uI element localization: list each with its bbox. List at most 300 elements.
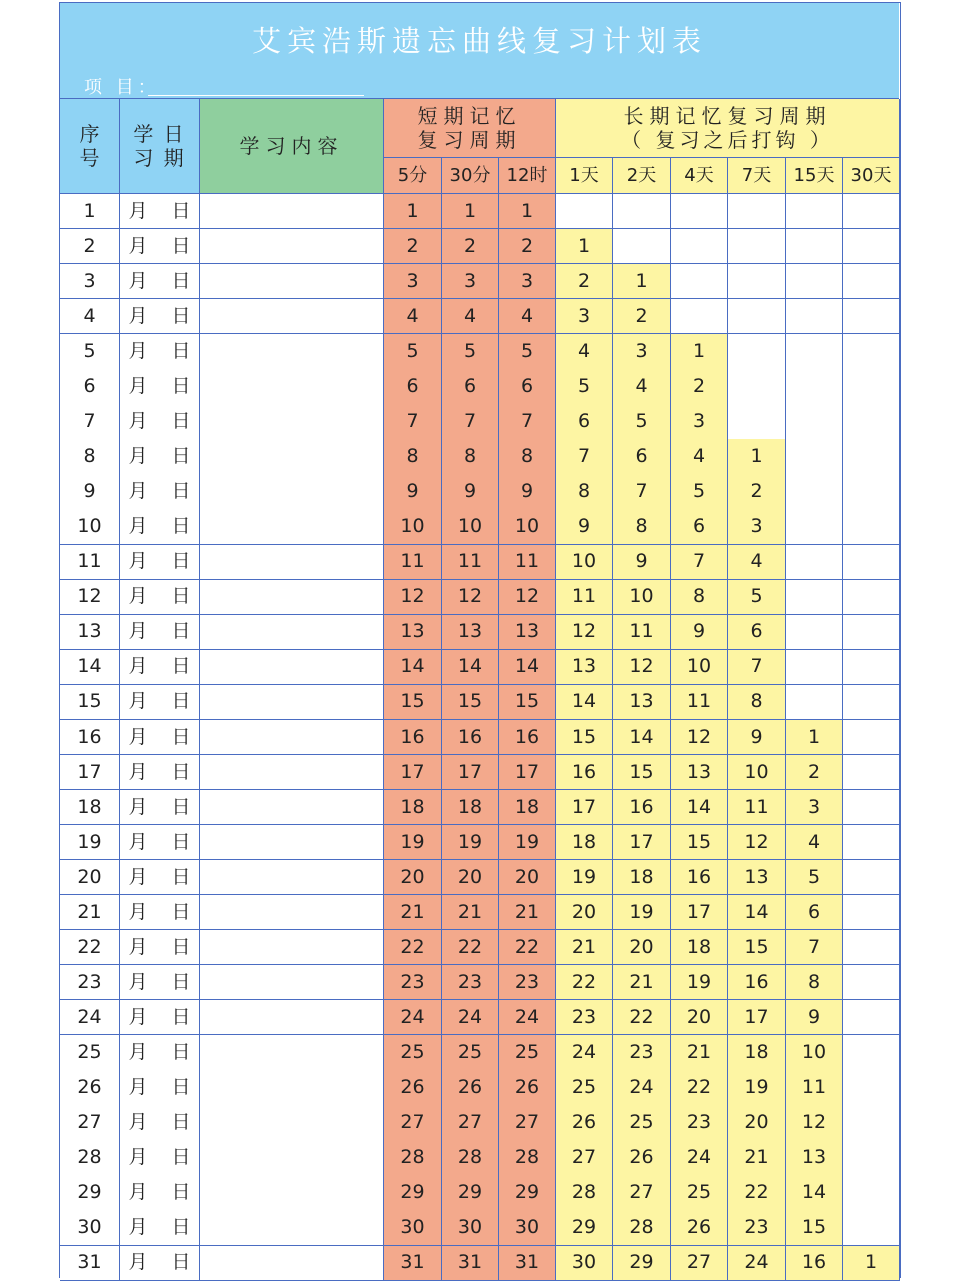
- row-8-short-3[interactable]: 8: [499, 439, 556, 474]
- row-9-long-6[interactable]: [843, 474, 900, 509]
- row-29-content[interactable]: [200, 1175, 384, 1210]
- row-15-long-1[interactable]: 14: [556, 685, 613, 720]
- row-13-long-4[interactable]: 6: [728, 615, 786, 650]
- row-23-short-3[interactable]: 23: [499, 965, 556, 1000]
- row-26-short-1[interactable]: 26: [384, 1070, 442, 1105]
- row-16-content[interactable]: [200, 720, 384, 755]
- row-21-long-6[interactable]: [843, 895, 900, 930]
- row-8-short-1[interactable]: 8: [384, 439, 442, 474]
- row-22-long-3[interactable]: 18: [671, 930, 728, 965]
- row-28-short-1[interactable]: 28: [384, 1140, 442, 1175]
- row-10-date[interactable]: [120, 509, 200, 544]
- row-24-short-1[interactable]: 24: [384, 1000, 442, 1035]
- row-17-short-1[interactable]: 17: [384, 755, 442, 790]
- row-18-long-4[interactable]: 11: [728, 790, 786, 825]
- row-5-long-3[interactable]: 1: [671, 334, 728, 369]
- row-29-long-6[interactable]: [843, 1175, 900, 1210]
- row-23-long-1[interactable]: 22: [556, 965, 613, 1000]
- row-4-date[interactable]: [120, 299, 200, 334]
- row-26-long-1[interactable]: 25: [556, 1070, 613, 1105]
- row-20-long-2[interactable]: 18: [613, 860, 671, 895]
- row-17-content[interactable]: [200, 755, 384, 790]
- row-14-short-3[interactable]: 14: [499, 650, 556, 685]
- row-14-long-6[interactable]: [843, 650, 900, 685]
- row-23-long-4[interactable]: 16: [728, 965, 786, 1000]
- row-3-long-5[interactable]: [786, 264, 843, 299]
- row-10-short-3[interactable]: 10: [499, 509, 556, 544]
- row-25-long-5[interactable]: 10: [786, 1035, 843, 1070]
- row-16-short-1[interactable]: 16: [384, 720, 442, 755]
- row-7-short-3[interactable]: 7: [499, 404, 556, 439]
- row-27-short-2[interactable]: 27: [442, 1105, 499, 1140]
- row-17-long-4[interactable]: 10: [728, 755, 786, 790]
- row-26-long-4[interactable]: 19: [728, 1070, 786, 1105]
- row-17-long-1[interactable]: 16: [556, 755, 613, 790]
- row-31-short-3[interactable]: 31: [499, 1246, 556, 1281]
- row-27-long-5[interactable]: 12: [786, 1105, 843, 1140]
- row-9-short-3[interactable]: 9: [499, 474, 556, 509]
- row-30-short-1[interactable]: 30: [384, 1210, 442, 1245]
- row-26-long-2[interactable]: 24: [613, 1070, 671, 1105]
- row-22-long-6[interactable]: [843, 930, 900, 965]
- row-13-long-5[interactable]: [786, 615, 843, 650]
- row-8-date[interactable]: [120, 439, 200, 474]
- row-13-short-3[interactable]: 13: [499, 615, 556, 650]
- row-14-long-3[interactable]: 10: [671, 650, 728, 685]
- row-23-short-1[interactable]: 23: [384, 965, 442, 1000]
- row-5-long-1[interactable]: 4: [556, 334, 613, 369]
- row-6-long-3[interactable]: 2: [671, 369, 728, 404]
- row-6-date[interactable]: [120, 369, 200, 404]
- row-10-long-3[interactable]: 6: [671, 509, 728, 544]
- row-20-long-5[interactable]: 5: [786, 860, 843, 895]
- row-18-content[interactable]: [200, 790, 384, 825]
- row-21-content[interactable]: [200, 895, 384, 930]
- row-19-short-1[interactable]: 19: [384, 825, 442, 860]
- row-12-long-3[interactable]: 8: [671, 580, 728, 615]
- row-11-short-2[interactable]: 11: [442, 545, 499, 580]
- row-12-short-2[interactable]: 12: [442, 580, 499, 615]
- row-25-long-4[interactable]: 18: [728, 1035, 786, 1070]
- row-12-content[interactable]: [200, 580, 384, 615]
- row-18-long-3[interactable]: 14: [671, 790, 728, 825]
- row-15-long-3[interactable]: 11: [671, 685, 728, 720]
- row-8-long-4[interactable]: 1: [728, 439, 786, 474]
- row-5-long-2[interactable]: 3: [613, 334, 671, 369]
- row-21-long-3[interactable]: 17: [671, 895, 728, 930]
- row-7-short-1[interactable]: 7: [384, 404, 442, 439]
- row-3-long-4[interactable]: [728, 264, 786, 299]
- row-12-long-6[interactable]: [843, 580, 900, 615]
- row-28-long-4[interactable]: 21: [728, 1140, 786, 1175]
- row-19-long-6[interactable]: [843, 825, 900, 860]
- row-26-short-2[interactable]: 26: [442, 1070, 499, 1105]
- row-3-long-6[interactable]: [843, 264, 900, 299]
- row-27-long-1[interactable]: 26: [556, 1105, 613, 1140]
- row-11-long-4[interactable]: 4: [728, 545, 786, 580]
- row-2-long-1[interactable]: 1: [556, 229, 613, 264]
- row-2-date[interactable]: [120, 229, 200, 264]
- row-29-short-3[interactable]: 29: [499, 1175, 556, 1210]
- row-4-content[interactable]: [200, 299, 384, 334]
- row-28-short-2[interactable]: 28: [442, 1140, 499, 1175]
- row-11-long-1[interactable]: 10: [556, 545, 613, 580]
- row-5-short-2[interactable]: 5: [442, 334, 499, 369]
- row-8-long-5[interactable]: [786, 439, 843, 474]
- row-8-long-1[interactable]: 7: [556, 439, 613, 474]
- row-18-long-2[interactable]: 16: [613, 790, 671, 825]
- row-5-short-1[interactable]: 5: [384, 334, 442, 369]
- row-23-long-5[interactable]: 8: [786, 965, 843, 1000]
- row-17-long-2[interactable]: 15: [613, 755, 671, 790]
- row-13-long-2[interactable]: 11: [613, 615, 671, 650]
- row-31-long-4[interactable]: 24: [728, 1246, 786, 1281]
- row-19-long-3[interactable]: 15: [671, 825, 728, 860]
- row-25-long-2[interactable]: 23: [613, 1035, 671, 1070]
- row-15-content[interactable]: [200, 685, 384, 720]
- row-21-long-2[interactable]: 19: [613, 895, 671, 930]
- row-21-short-3[interactable]: 21: [499, 895, 556, 930]
- row-10-short-1[interactable]: 10: [384, 509, 442, 544]
- row-27-long-6[interactable]: [843, 1105, 900, 1140]
- row-16-long-3[interactable]: 12: [671, 720, 728, 755]
- row-24-date[interactable]: [120, 1000, 200, 1035]
- row-9-long-2[interactable]: 7: [613, 474, 671, 509]
- row-6-long-6[interactable]: [843, 369, 900, 404]
- row-22-long-4[interactable]: 15: [728, 930, 786, 965]
- row-15-date[interactable]: [120, 685, 200, 720]
- row-20-long-4[interactable]: 13: [728, 860, 786, 895]
- row-30-long-4[interactable]: 23: [728, 1210, 786, 1245]
- row-3-short-1[interactable]: 3: [384, 264, 442, 299]
- row-27-date[interactable]: [120, 1105, 200, 1140]
- row-18-long-6[interactable]: [843, 790, 900, 825]
- row-18-short-1[interactable]: 18: [384, 790, 442, 825]
- row-20-short-1[interactable]: 20: [384, 860, 442, 895]
- row-12-long-4[interactable]: 5: [728, 580, 786, 615]
- row-28-date[interactable]: [120, 1140, 200, 1175]
- row-2-short-3[interactable]: 2: [499, 229, 556, 264]
- row-21-short-2[interactable]: 21: [442, 895, 499, 930]
- row-31-date[interactable]: [120, 1246, 200, 1281]
- row-27-long-3[interactable]: 23: [671, 1105, 728, 1140]
- row-1-long-5[interactable]: [786, 194, 843, 229]
- row-22-short-1[interactable]: 22: [384, 930, 442, 965]
- row-10-long-2[interactable]: 8: [613, 509, 671, 544]
- row-3-long-2[interactable]: 1: [613, 264, 671, 299]
- row-1-long-1[interactable]: [556, 194, 613, 229]
- row-30-long-6[interactable]: [843, 1210, 900, 1245]
- row-11-date[interactable]: [120, 545, 200, 580]
- row-9-long-1[interactable]: 8: [556, 474, 613, 509]
- project-input-line[interactable]: [148, 95, 364, 96]
- row-11-short-3[interactable]: 11: [499, 545, 556, 580]
- row-2-long-6[interactable]: [843, 229, 900, 264]
- row-10-long-4[interactable]: 3: [728, 509, 786, 544]
- row-15-short-2[interactable]: 15: [442, 685, 499, 720]
- row-21-long-1[interactable]: 20: [556, 895, 613, 930]
- row-27-long-4[interactable]: 20: [728, 1105, 786, 1140]
- row-27-short-1[interactable]: 27: [384, 1105, 442, 1140]
- row-19-short-3[interactable]: 19: [499, 825, 556, 860]
- row-2-short-2[interactable]: 2: [442, 229, 499, 264]
- row-9-long-3[interactable]: 5: [671, 474, 728, 509]
- row-14-date[interactable]: [120, 650, 200, 685]
- row-7-long-2[interactable]: 5: [613, 404, 671, 439]
- row-30-long-3[interactable]: 26: [671, 1210, 728, 1245]
- row-29-long-4[interactable]: 22: [728, 1175, 786, 1210]
- row-14-long-5[interactable]: [786, 650, 843, 685]
- row-31-long-3[interactable]: 27: [671, 1246, 728, 1281]
- row-1-content[interactable]: [200, 194, 384, 229]
- row-26-long-6[interactable]: [843, 1070, 900, 1105]
- row-1-long-4[interactable]: [728, 194, 786, 229]
- row-27-long-2[interactable]: 25: [613, 1105, 671, 1140]
- row-17-long-5[interactable]: 2: [786, 755, 843, 790]
- row-25-long-1[interactable]: 24: [556, 1035, 613, 1070]
- row-31-long-5[interactable]: 16: [786, 1246, 843, 1281]
- row-22-content[interactable]: [200, 930, 384, 965]
- row-9-short-2[interactable]: 9: [442, 474, 499, 509]
- row-29-date[interactable]: [120, 1175, 200, 1210]
- row-20-short-3[interactable]: 20: [499, 860, 556, 895]
- row-6-long-1[interactable]: 5: [556, 369, 613, 404]
- row-2-short-1[interactable]: 2: [384, 229, 442, 264]
- row-14-long-1[interactable]: 13: [556, 650, 613, 685]
- row-7-content[interactable]: [200, 404, 384, 439]
- row-17-long-3[interactable]: 13: [671, 755, 728, 790]
- row-1-long-2[interactable]: [613, 194, 671, 229]
- row-28-long-3[interactable]: 24: [671, 1140, 728, 1175]
- row-31-long-6[interactable]: 1: [843, 1246, 900, 1281]
- row-4-long-4[interactable]: [728, 299, 786, 334]
- row-29-short-2[interactable]: 29: [442, 1175, 499, 1210]
- row-31-short-1[interactable]: 31: [384, 1246, 442, 1281]
- row-12-long-5[interactable]: [786, 580, 843, 615]
- row-14-short-2[interactable]: 14: [442, 650, 499, 685]
- row-2-long-3[interactable]: [671, 229, 728, 264]
- row-15-long-5[interactable]: [786, 685, 843, 720]
- row-23-long-2[interactable]: 21: [613, 965, 671, 1000]
- row-7-long-6[interactable]: [843, 404, 900, 439]
- row-14-content[interactable]: [200, 650, 384, 685]
- row-11-long-2[interactable]: 9: [613, 545, 671, 580]
- row-13-long-3[interactable]: 9: [671, 615, 728, 650]
- row-24-long-4[interactable]: 17: [728, 1000, 786, 1035]
- row-19-content[interactable]: [200, 825, 384, 860]
- row-23-content[interactable]: [200, 965, 384, 1000]
- row-13-short-2[interactable]: 13: [442, 615, 499, 650]
- row-5-content[interactable]: [200, 334, 384, 369]
- row-9-long-5[interactable]: [786, 474, 843, 509]
- row-2-content[interactable]: [200, 229, 384, 264]
- row-22-short-3[interactable]: 22: [499, 930, 556, 965]
- row-31-long-1[interactable]: 30: [556, 1246, 613, 1281]
- row-5-date[interactable]: [120, 334, 200, 369]
- row-26-long-5[interactable]: 11: [786, 1070, 843, 1105]
- row-8-short-2[interactable]: 8: [442, 439, 499, 474]
- row-10-long-1[interactable]: 9: [556, 509, 613, 544]
- row-30-long-2[interactable]: 28: [613, 1210, 671, 1245]
- row-7-long-1[interactable]: 6: [556, 404, 613, 439]
- row-1-short-2[interactable]: 1: [442, 194, 499, 229]
- row-18-short-2[interactable]: 18: [442, 790, 499, 825]
- row-9-date[interactable]: [120, 474, 200, 509]
- row-7-long-5[interactable]: [786, 404, 843, 439]
- row-28-long-5[interactable]: 13: [786, 1140, 843, 1175]
- row-3-content[interactable]: [200, 264, 384, 299]
- row-7-date[interactable]: [120, 404, 200, 439]
- row-23-date[interactable]: [120, 965, 200, 1000]
- row-1-short-3[interactable]: 1: [499, 194, 556, 229]
- row-30-content[interactable]: [200, 1210, 384, 1245]
- row-10-content[interactable]: [200, 509, 384, 544]
- row-7-short-2[interactable]: 7: [442, 404, 499, 439]
- row-14-long-2[interactable]: 12: [613, 650, 671, 685]
- row-10-long-5[interactable]: [786, 509, 843, 544]
- row-4-long-1[interactable]: 3: [556, 299, 613, 334]
- row-26-long-3[interactable]: 22: [671, 1070, 728, 1105]
- row-28-short-3[interactable]: 28: [499, 1140, 556, 1175]
- row-1-long-6[interactable]: [843, 194, 900, 229]
- row-30-date[interactable]: [120, 1210, 200, 1245]
- row-4-short-3[interactable]: 4: [499, 299, 556, 334]
- row-25-short-3[interactable]: 25: [499, 1035, 556, 1070]
- row-6-long-4[interactable]: [728, 369, 786, 404]
- row-4-short-1[interactable]: 4: [384, 299, 442, 334]
- row-11-short-1[interactable]: 11: [384, 545, 442, 580]
- row-12-short-1[interactable]: 12: [384, 580, 442, 615]
- row-10-long-6[interactable]: [843, 509, 900, 544]
- row-5-long-6[interactable]: [843, 334, 900, 369]
- row-27-short-3[interactable]: 27: [499, 1105, 556, 1140]
- row-19-date[interactable]: [120, 825, 200, 860]
- row-29-short-1[interactable]: 29: [384, 1175, 442, 1210]
- row-3-long-1[interactable]: 2: [556, 264, 613, 299]
- row-9-content[interactable]: [200, 474, 384, 509]
- row-13-long-1[interactable]: 12: [556, 615, 613, 650]
- row-21-date[interactable]: [120, 895, 200, 930]
- row-20-long-6[interactable]: [843, 860, 900, 895]
- row-16-short-2[interactable]: 16: [442, 720, 499, 755]
- row-3-short-3[interactable]: 3: [499, 264, 556, 299]
- row-25-short-2[interactable]: 25: [442, 1035, 499, 1070]
- row-15-short-3[interactable]: 15: [499, 685, 556, 720]
- row-24-long-6[interactable]: [843, 1000, 900, 1035]
- row-28-long-1[interactable]: 27: [556, 1140, 613, 1175]
- row-17-short-3[interactable]: 17: [499, 755, 556, 790]
- row-26-date[interactable]: [120, 1070, 200, 1105]
- row-13-short-1[interactable]: 13: [384, 615, 442, 650]
- row-23-short-2[interactable]: 23: [442, 965, 499, 1000]
- row-22-date[interactable]: [120, 930, 200, 965]
- row-15-long-4[interactable]: 8: [728, 685, 786, 720]
- row-16-long-1[interactable]: 15: [556, 720, 613, 755]
- row-6-long-5[interactable]: [786, 369, 843, 404]
- row-25-long-6[interactable]: [843, 1035, 900, 1070]
- row-8-long-3[interactable]: 4: [671, 439, 728, 474]
- row-4-long-2[interactable]: 2: [613, 299, 671, 334]
- row-6-short-1[interactable]: 6: [384, 369, 442, 404]
- row-23-long-3[interactable]: 19: [671, 965, 728, 1000]
- row-8-content[interactable]: [200, 439, 384, 474]
- row-20-long-1[interactable]: 19: [556, 860, 613, 895]
- row-31-long-2[interactable]: 29: [613, 1246, 671, 1281]
- row-24-long-3[interactable]: 20: [671, 1000, 728, 1035]
- row-14-short-1[interactable]: 14: [384, 650, 442, 685]
- row-25-long-3[interactable]: 21: [671, 1035, 728, 1070]
- row-4-short-2[interactable]: 4: [442, 299, 499, 334]
- row-25-content[interactable]: [200, 1035, 384, 1070]
- row-16-long-4[interactable]: 9: [728, 720, 786, 755]
- row-11-long-5[interactable]: [786, 545, 843, 580]
- row-5-short-3[interactable]: 5: [499, 334, 556, 369]
- row-6-short-3[interactable]: 6: [499, 369, 556, 404]
- row-2-long-4[interactable]: [728, 229, 786, 264]
- row-26-short-3[interactable]: 26: [499, 1070, 556, 1105]
- row-18-short-3[interactable]: 18: [499, 790, 556, 825]
- row-17-long-6[interactable]: [843, 755, 900, 790]
- row-11-long-6[interactable]: [843, 545, 900, 580]
- row-16-long-6[interactable]: [843, 720, 900, 755]
- row-15-short-1[interactable]: 15: [384, 685, 442, 720]
- row-26-content[interactable]: [200, 1070, 384, 1105]
- row-2-long-2[interactable]: [613, 229, 671, 264]
- row-5-long-5[interactable]: [786, 334, 843, 369]
- row-1-date[interactable]: [120, 194, 200, 229]
- row-4-long-3[interactable]: [671, 299, 728, 334]
- row-3-date[interactable]: [120, 264, 200, 299]
- row-12-long-2[interactable]: 10: [613, 580, 671, 615]
- row-15-long-6[interactable]: [843, 685, 900, 720]
- row-15-long-2[interactable]: 13: [613, 685, 671, 720]
- row-1-short-1[interactable]: 1: [384, 194, 442, 229]
- row-22-long-1[interactable]: 21: [556, 930, 613, 965]
- row-29-long-2[interactable]: 27: [613, 1175, 671, 1210]
- row-22-short-2[interactable]: 22: [442, 930, 499, 965]
- row-3-short-2[interactable]: 3: [442, 264, 499, 299]
- row-18-long-5[interactable]: 3: [786, 790, 843, 825]
- row-21-long-4[interactable]: 14: [728, 895, 786, 930]
- row-20-long-3[interactable]: 16: [671, 860, 728, 895]
- row-24-long-5[interactable]: 9: [786, 1000, 843, 1035]
- row-4-long-5[interactable]: [786, 299, 843, 334]
- row-19-long-4[interactable]: 12: [728, 825, 786, 860]
- row-6-long-2[interactable]: 4: [613, 369, 671, 404]
- row-7-long-4[interactable]: [728, 404, 786, 439]
- row-24-long-1[interactable]: 23: [556, 1000, 613, 1035]
- row-22-long-5[interactable]: 7: [786, 930, 843, 965]
- row-25-date[interactable]: [120, 1035, 200, 1070]
- row-28-content[interactable]: [200, 1140, 384, 1175]
- row-16-long-5[interactable]: 1: [786, 720, 843, 755]
- row-2-long-5[interactable]: [786, 229, 843, 264]
- row-3-long-3[interactable]: [671, 264, 728, 299]
- row-5-long-4[interactable]: [728, 334, 786, 369]
- row-21-long-5[interactable]: 6: [786, 895, 843, 930]
- row-24-short-3[interactable]: 24: [499, 1000, 556, 1035]
- row-10-short-2[interactable]: 10: [442, 509, 499, 544]
- row-13-date[interactable]: [120, 615, 200, 650]
- row-19-long-1[interactable]: 18: [556, 825, 613, 860]
- row-24-content[interactable]: [200, 1000, 384, 1035]
- row-7-long-3[interactable]: 3: [671, 404, 728, 439]
- row-22-long-2[interactable]: 20: [613, 930, 671, 965]
- row-13-long-6[interactable]: [843, 615, 900, 650]
- row-8-long-6[interactable]: [843, 439, 900, 474]
- row-23-long-6[interactable]: [843, 965, 900, 1000]
- row-11-content[interactable]: [200, 545, 384, 580]
